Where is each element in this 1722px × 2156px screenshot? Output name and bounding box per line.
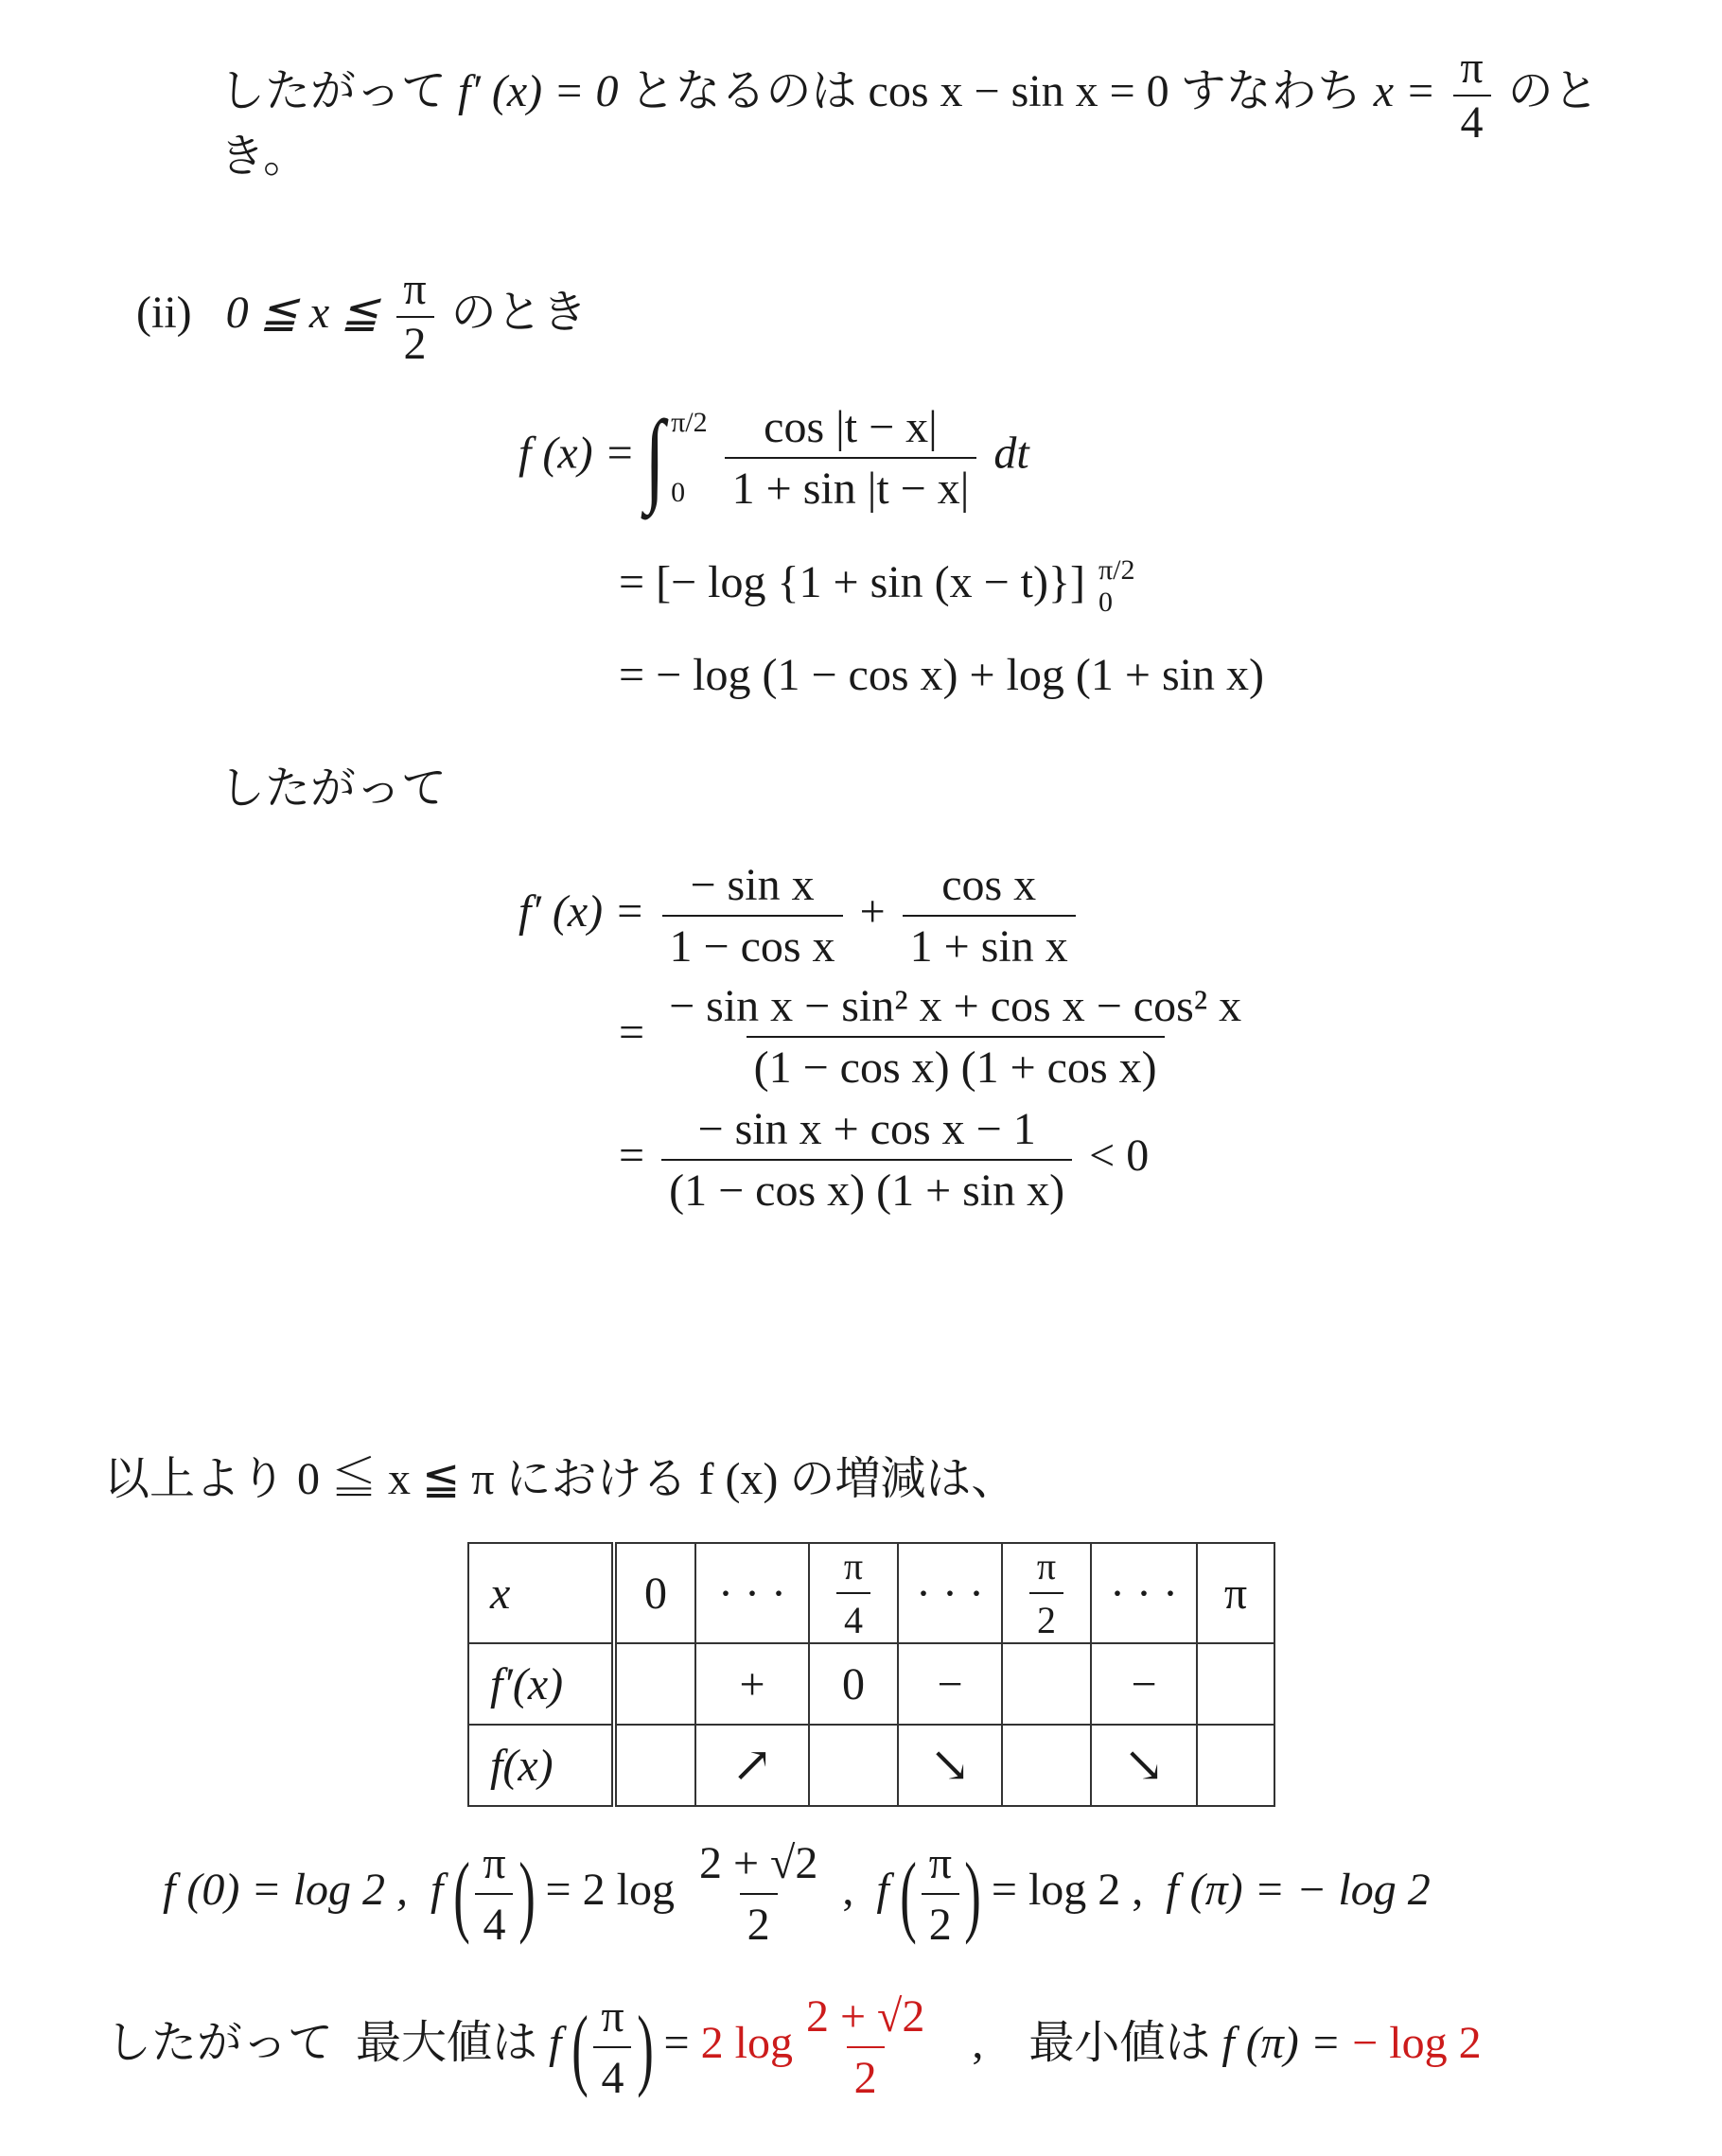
table-cell [1002, 1725, 1091, 1806]
integrand: $\frac{\cos |t - x|}{1 + \sin |t - x|}$ [725, 401, 977, 515]
value-f0: f (0) = log 2 , [163, 1865, 409, 1916]
integral-lhs: f (x) = [518, 428, 635, 479]
integral-row [518, 397, 1029, 517]
max-arg: $\frac{\pi}{4}$ [593, 1990, 631, 2104]
table-cell [1197, 1725, 1274, 1806]
derivative-plus: + [859, 886, 886, 938]
increase-arrow-icon: ↗ [731, 1739, 773, 1793]
intro-x-eq: x = [1373, 66, 1436, 117]
table-cell: · · · [1091, 1543, 1197, 1643]
table-cell: $\frac{\pi}{2}$ [1002, 1543, 1091, 1643]
intro-text-b: となるのは [629, 66, 857, 117]
table-cell [1091, 1725, 1197, 1806]
table-head-x: x [468, 1543, 614, 1643]
table-cell [614, 1643, 695, 1725]
table-cell [809, 1725, 898, 1806]
table-cell [695, 1725, 809, 1806]
max-label: 最大値は [356, 2018, 538, 2069]
derivative-row-2: = $\frac{\text{− sin x − sin² x + cos x − cos² x}}{\text{(1 − cos x) (1 + cos x)}}$ [619, 980, 1255, 1094]
derivative-term-1: $\frac{\text{− sin x}}{\text{1 − cos x}}$ [662, 859, 843, 973]
intro-fprime: f′ (x) = 0 [458, 66, 619, 117]
table-head-fprime: f′(x) [468, 1643, 614, 1725]
case-ii-pi-over-2: $\frac{\pi}{2}$ [395, 267, 433, 367]
table-row [468, 1643, 1274, 1725]
table-cell [1197, 1643, 1274, 1725]
value-fpi: f (π) = − log 2 [1166, 1865, 1431, 1916]
integral-limits: π/2 0 [671, 406, 708, 508]
table-row [468, 1543, 1274, 1643]
intro-text-a: したがって [220, 66, 448, 117]
table-cell: 0 [614, 1543, 695, 1643]
case-ii-label: (ii) [136, 288, 192, 339]
table-row [468, 1725, 1274, 1806]
function-values-row: f (0) = log 2 , f ( $\frac{\pi}{4}$ ) = 2 log $\frac{2 + √2}{2}$ , f ( $\frac{\pi}{2}$ ) = log 2 , f (π) = − log 2 [163, 1838, 1431, 1950]
integral-dt: dt [993, 428, 1029, 479]
table-cell [614, 1725, 695, 1806]
variation-table [467, 1542, 1275, 1807]
table-cell: $\frac{\pi}{4}$ [809, 1543, 898, 1643]
integral-sign-icon: ∫ [644, 399, 665, 515]
decrease-arrow-icon: ↘ [929, 1739, 971, 1793]
derivative-term-2: $\frac{\text{cos x}}{\text{1 + sin x}}$ [903, 859, 1076, 973]
table-cell: · · · [695, 1543, 809, 1643]
table-cell [898, 1725, 1002, 1806]
case-ii-range-tail: のとき [450, 288, 588, 339]
table-cell: − [898, 1643, 1002, 1725]
therefore-label: したがって [220, 763, 448, 814]
conclusion-lead: したがって [106, 2018, 334, 2069]
step2-limits: π/2 0 [1098, 554, 1135, 618]
value-arg-pi-4: $\frac{\pi}{4}$ [475, 1837, 513, 1951]
value-arg-pi-2: $\frac{\pi}{2}$ [922, 1837, 959, 1951]
table-cell: + [695, 1643, 809, 1725]
conclusion-row: したがって 最大値は f ( $\frac{\pi}{4}$ ) = 2 log $\frac{2 + √2}{2}$ , 最小値は f (π) = − log 2 [106, 1991, 1482, 2103]
min-label: 最小値は [1028, 2018, 1211, 2069]
intro-text-c: すなわち [1180, 66, 1362, 117]
table-cell: · · · [898, 1543, 1002, 1643]
case-ii-heading [136, 264, 588, 369]
derivative-row-1 [518, 859, 1081, 973]
intro-pi-over-4: $\frac{\pi}{4}$ [1452, 45, 1490, 146]
table-cell [1002, 1643, 1091, 1725]
intro-line-1 [220, 45, 1599, 146]
table-cell: − [1091, 1643, 1197, 1725]
derivative-step-2: $\frac{\text{− sin x − sin² x + cos x − cos² x}}{\text{(1 − cos x) (1 + cos x)}}$ [669, 981, 1242, 1093]
derivative-tail: < 0 [1089, 1131, 1150, 1182]
integral-step-3: = − log (1 − cos x) + log (1 + sin x) [619, 650, 1264, 700]
min-value: − log 2 [1352, 2018, 1482, 2069]
value-max-fraction: $\frac{2 + √2}{2}$ [698, 1838, 818, 1950]
intro-line-2: き。 [220, 131, 309, 182]
derivative-row-3: = $\frac{\text{− sin x + cos x − 1}}{\text{(1 − cos x) (1 + sin x)}}$ < 0 [619, 1104, 1150, 1216]
summary-text: 以上より 0 ≦ x ≦ π における f (x) の増減は、 [104, 1454, 1017, 1504]
table-cell: 0 [809, 1643, 898, 1725]
derivative-lhs: f′ (x) = [518, 886, 645, 938]
integral-step-2: = [− log {1 + sin (x − t)}] π/2 0 [619, 554, 1135, 618]
intro-text-d: のと [1507, 66, 1599, 117]
table-head-f: f(x) [468, 1725, 614, 1806]
intro-cond: cos x − sin x = 0 [868, 66, 1169, 117]
derivative-step-3: $\frac{\text{− sin x + cos x − 1}}{\text{(1 − cos x) (1 + sin x)}}$ [661, 1103, 1072, 1217]
table-cell: π [1197, 1543, 1274, 1643]
case-ii-range: 0 ≦ x ≦ [225, 288, 379, 339]
decrease-arrow-icon: ↘ [1123, 1739, 1165, 1793]
max-value: 2 log $\frac{2 + √2}{2}$ [700, 1991, 925, 2103]
